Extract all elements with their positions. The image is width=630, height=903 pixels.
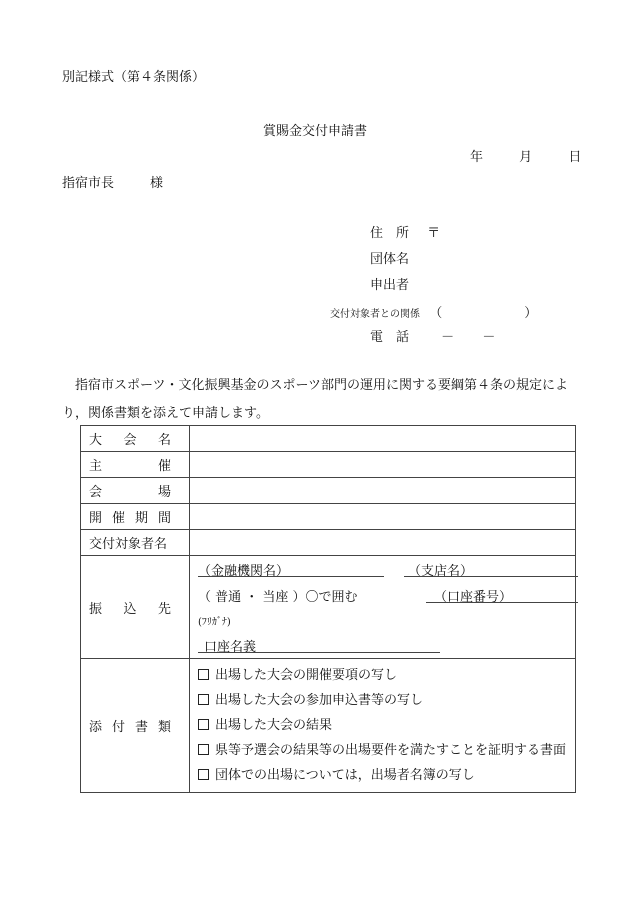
recipient-name-row <box>81 530 576 556</box>
organizer-label-char: 催 <box>157 459 171 474</box>
venue-value-cell[interactable] <box>190 478 576 504</box>
application-table <box>80 425 576 793</box>
body-text: 指宿市スポーツ・文化振興基金のスポーツ部門の運用に関する要綱第４条の規定により，関係書類を添えて申請します。 <box>62 378 568 421</box>
phone-label: 電 話 <box>370 330 410 345</box>
phone-sep-1: － <box>441 330 455 345</box>
tournament-name-row <box>81 426 576 452</box>
account-number-underline <box>426 602 578 603</box>
organizer-row <box>81 452 576 478</box>
recipient-name-value-cell[interactable] <box>190 530 576 556</box>
event-period-label-char: 期 <box>134 511 148 526</box>
group-name-label: 団体名 <box>370 252 410 267</box>
bank-name-label: （金融機関名） <box>198 564 290 579</box>
bank-label-char: 振 <box>89 601 103 617</box>
addressee-honorific: 様 <box>150 176 164 191</box>
phone-sep-2: － <box>482 330 496 345</box>
venue-label <box>89 481 171 500</box>
venue-label-char: 会 <box>89 485 103 500</box>
organizer-label <box>89 455 171 474</box>
document-title: 賞賜金交付申請書 <box>262 124 367 139</box>
bank-label-char: 込 <box>123 601 137 617</box>
tournament-name-label-cell <box>81 426 190 452</box>
account-type-label: （ 普通 ・ 当座 ）〇で囲む <box>198 590 358 605</box>
organizer-label-cell <box>81 452 190 478</box>
tournament-name-label-char: 大 <box>89 433 103 448</box>
checkbox-icon[interactable] <box>198 694 209 705</box>
relation-label: 交付対象者との関係 <box>330 309 420 320</box>
event-period-label-char: 開 <box>89 511 103 526</box>
address-line <box>370 222 440 241</box>
recipient-name-label <box>89 533 171 552</box>
venue-label-cell <box>81 478 190 504</box>
attachments-row <box>81 659 576 793</box>
address-label: 住 所 <box>370 226 410 241</box>
bank-label-char: 先 <box>157 601 171 617</box>
attachment-item <box>198 738 567 763</box>
attachment-item <box>198 688 567 713</box>
account-holder-label: 口座名義 <box>204 640 257 655</box>
branch-name-underline <box>404 576 578 577</box>
organizer-value-cell[interactable] <box>190 452 576 478</box>
account-holder-underline <box>198 652 440 653</box>
attachment-item <box>198 713 567 738</box>
checkbox-icon[interactable] <box>198 769 209 780</box>
organizer-label-char: 主 <box>89 459 103 474</box>
bank-name-underline <box>198 576 384 577</box>
bank-value-cell[interactable] <box>190 556 576 659</box>
branch-name-label: （支店名） <box>408 564 474 579</box>
tournament-name-label-char: 会 <box>123 433 137 448</box>
date-year: 年 <box>470 150 484 165</box>
tournament-name-label-char: 名 <box>157 433 171 448</box>
attachments-label <box>89 716 171 735</box>
attachment-item <box>198 663 567 688</box>
event-period-label-char: 催 <box>111 511 125 526</box>
relation-open: （ <box>429 306 443 321</box>
attachment-item-text: 団体での出場については，出場者名簿の写し <box>215 768 475 783</box>
venue-row <box>81 478 576 504</box>
attachments-label-char: 書 <box>134 720 148 735</box>
attachments-label-cell <box>81 659 190 793</box>
tournament-name-value-cell[interactable] <box>190 426 576 452</box>
addressee-name: 指宿市長 <box>62 176 115 191</box>
venue-label-char: 場 <box>157 485 171 500</box>
furigana-label: (ﾌﾘｶﾞﾅ) <box>198 617 231 628</box>
event-period-label-char: 間 <box>157 511 171 526</box>
attachments-label-char: 類 <box>157 720 171 735</box>
checkbox-icon[interactable] <box>198 744 209 755</box>
applicant-label: 申出者 <box>370 278 410 293</box>
event-period-row <box>81 504 576 530</box>
attachment-item-text: 出場した大会の結果 <box>215 718 333 733</box>
event-period-label-cell <box>81 504 190 530</box>
addressee <box>62 172 163 191</box>
event-period-value-cell[interactable] <box>190 504 576 530</box>
attachments-label-char: 添 <box>89 720 103 735</box>
account-number-label: （口座番号） <box>434 590 513 605</box>
form-number-label: 別記様式（第４条関係） <box>62 70 206 85</box>
postal-mark: 〒 <box>427 226 441 241</box>
date-day: 日 <box>568 150 582 165</box>
tournament-name-label <box>89 429 171 448</box>
bank-label-cell <box>81 556 190 659</box>
attachment-item-text: 出場した大会の参加申込書等の写し <box>215 693 424 708</box>
date-row <box>470 146 581 165</box>
relation-close: ） <box>524 306 538 321</box>
bank-row <box>81 556 576 659</box>
relation-line <box>330 302 537 321</box>
recipient-name-label-char: 交付対象者名 <box>89 537 168 552</box>
phone-line <box>370 326 495 345</box>
date-month: 月 <box>519 150 533 165</box>
attachment-item-text: 出場した大会の開催要項の写し <box>215 668 398 683</box>
checkbox-icon[interactable] <box>198 719 209 730</box>
bank-label <box>89 598 171 617</box>
recipient-name-label-cell <box>81 530 190 556</box>
attachments-label-char: 付 <box>111 720 125 735</box>
attachments-list <box>190 659 576 793</box>
attachment-item <box>198 763 567 788</box>
checkbox-icon[interactable] <box>198 669 209 680</box>
event-period-label <box>89 507 171 526</box>
attachment-item-text: 県等予選会の結果等の出場要件を満たすことを証明する書面 <box>215 743 567 758</box>
